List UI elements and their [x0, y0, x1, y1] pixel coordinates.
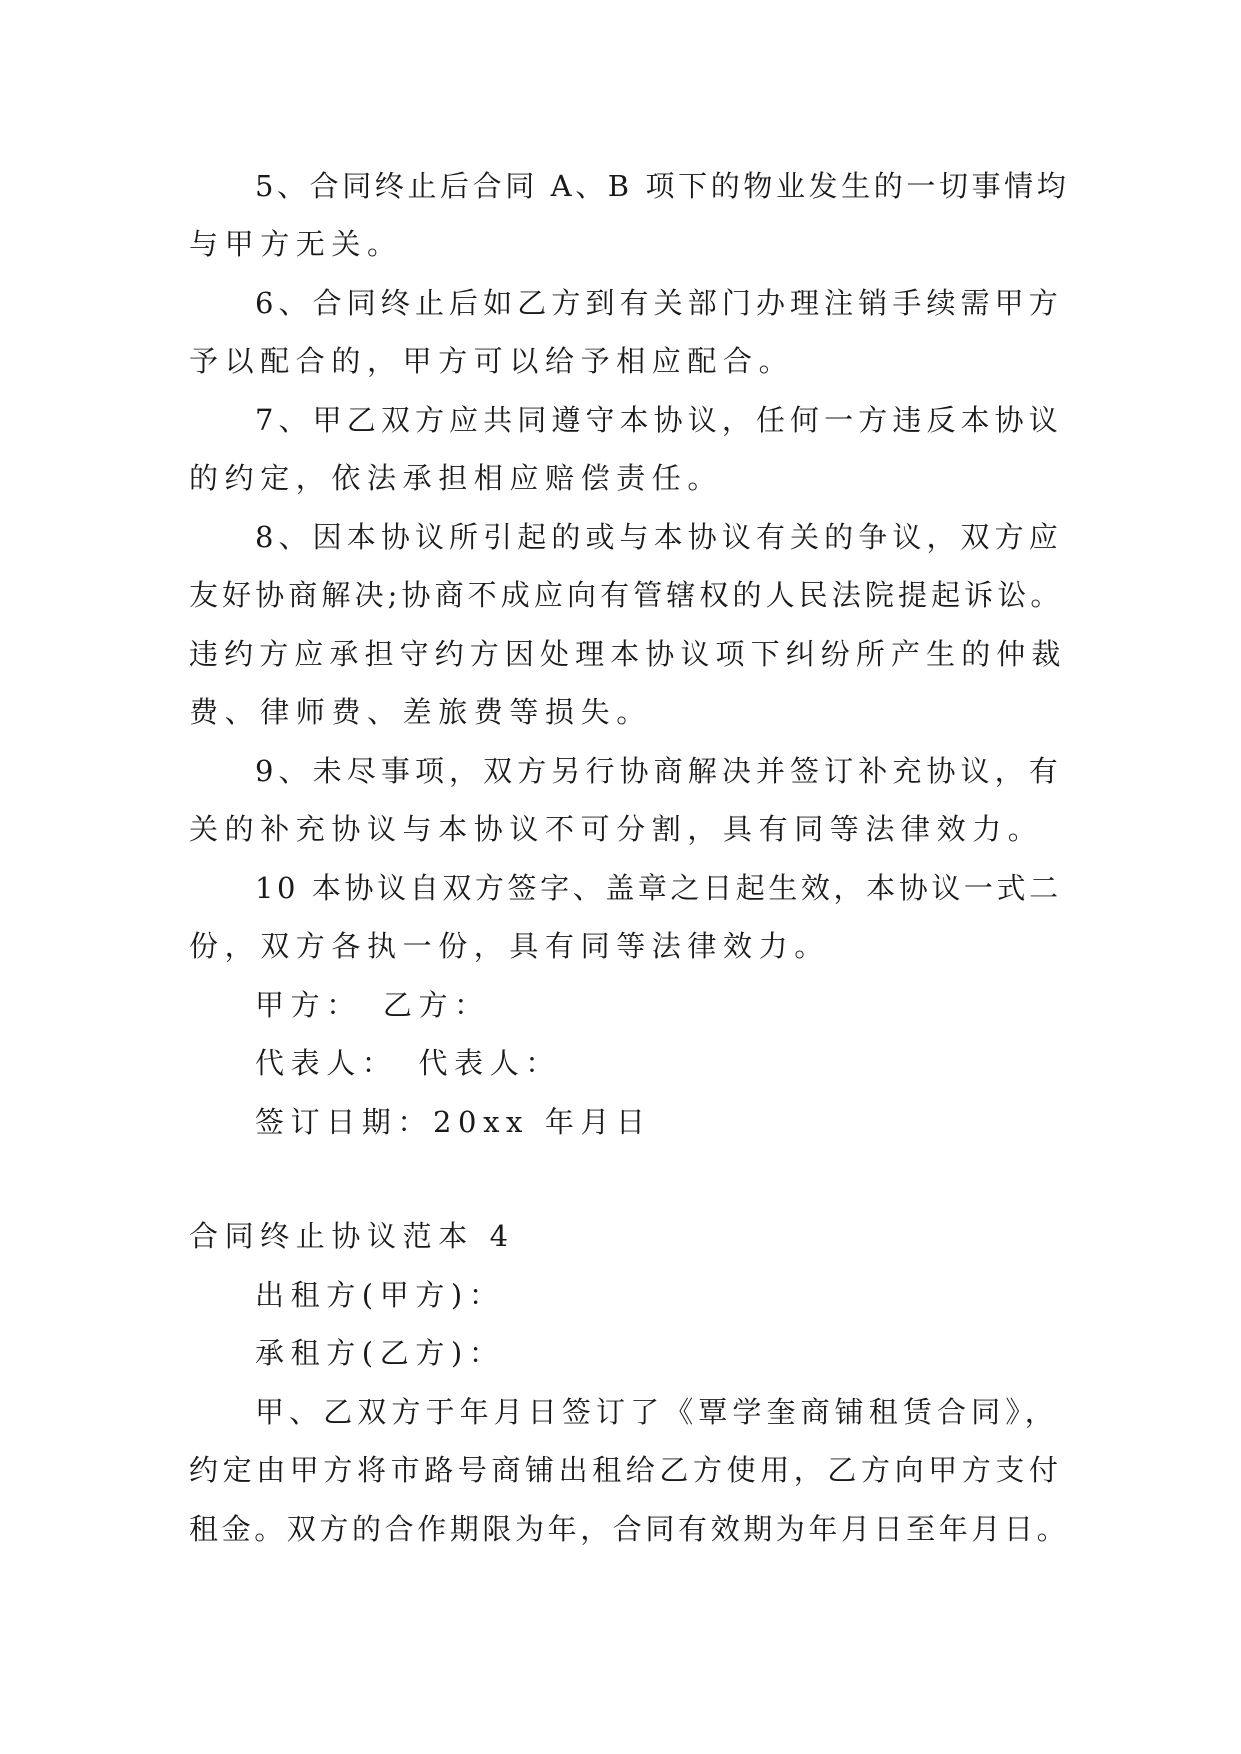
intro-line-2: 约定由甲方将市路号商铺出租给乙方使用，乙方向甲方支付	[189, 1453, 1063, 1487]
clause-8-line-4: 费、律师费、差旅费等损失。	[189, 695, 652, 729]
clause-10-line-2: 份，双方各执一份，具有同等法律效力。	[189, 929, 830, 963]
intro-line-3: 租金。双方的合作期限为年，合同有效期为年月日至年月日。	[189, 1512, 1070, 1546]
intro-line-1: 甲、乙双方于年月日签订了《覃学奎商铺租赁合同》，	[255, 1395, 1059, 1429]
section-title: 合同终止协议范本 4	[189, 1219, 515, 1253]
signing-date: 签订日期：20xx 年月日	[255, 1105, 652, 1139]
clause-9-line-2: 关的补充协议与本协议不可分割，具有同等法律效力。	[189, 812, 1044, 846]
clause-8-line-1: 8、因本协议所引起的或与本协议有关的争议，双方应	[255, 520, 1063, 554]
lessor-label: 出租方(甲方)：	[255, 1278, 505, 1312]
clause-10-line-1: 10 本协议自双方签字、盖章之日起生效，本协议一式二	[255, 871, 1062, 905]
clause-8-line-3: 违约方应承担守约方因处理本协议项下纠纷所产生的仲裁	[189, 637, 1067, 671]
clause-9-line-1: 9、未尽事项，双方另行协商解决并签订补充协议，有	[255, 754, 1063, 788]
clause-8-line-2: 友好协商解决;协商不成应向有管辖权的人民法院提起诉讼。	[189, 578, 1064, 612]
lessee-label: 承租方(乙方)：	[255, 1336, 505, 1370]
clause-6-line-2: 予以配合的，甲方可以给予相应配合。	[189, 344, 795, 378]
signature-representatives: 代表人： 代表人：	[255, 1046, 561, 1080]
clause-5-line-1: 5、合同终止后合同 A、B 项下的物业发生的一切事情均	[255, 169, 1070, 203]
clause-7-line-2: 的约定，依法承担相应赔偿责任。	[189, 461, 724, 495]
signature-parties: 甲方： 乙方：	[255, 988, 490, 1022]
clause-5-line-2: 与甲方无关。	[189, 227, 403, 261]
clause-6-line-1: 6、合同终止后如乙方到有关部门办理注销手续需甲方	[255, 286, 1063, 320]
clause-7-line-1: 7、甲乙双方应共同遵守本协议，任何一方违反本协议	[255, 403, 1063, 437]
